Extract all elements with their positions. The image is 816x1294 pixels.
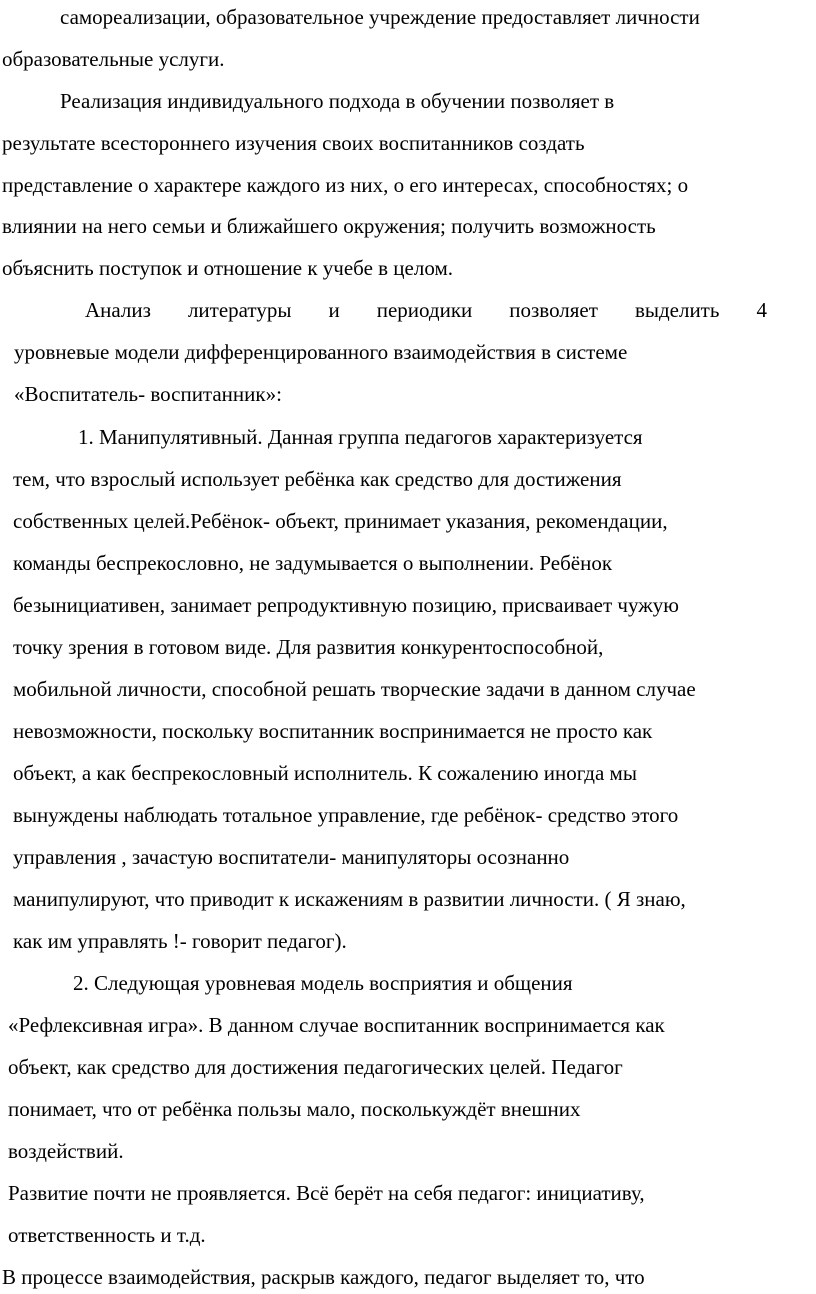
text-line: Развитие почти не проявляется. Всё берёт на себя педагог: инициативу, (8, 1181, 645, 1205)
justified-text-line (85, 300, 767, 321)
text-line: 1. Манипулятивный. Данная группа педагогов характеризуется (78, 425, 643, 449)
text-line: влиянии на него семьи и ближайшего окружения; получить возможность (2, 214, 656, 238)
text-line: манипулируют, что приводит к искажениям в развитии личности. ( Я знаю, (13, 887, 686, 911)
word: периодики (376, 298, 473, 322)
text-line: собственных целей.Ребёнок- объект, принимает указания, рекомендации, (13, 509, 668, 533)
word: и (328, 298, 340, 322)
text-line: управления , зачастую воспитатели- манипуляторы осознанно (13, 845, 570, 869)
text-line: «Воспитатель- воспитанник»: (14, 382, 282, 406)
word: позволяет (509, 298, 598, 322)
text-line: 2. Следующая уровневая модель восприятия и общения (73, 971, 573, 995)
text-line: понимает, что от ребёнка пользы мало, посколькуждёт внешних (8, 1097, 581, 1121)
text-line: Реализация индивидуального подхода в обучении позволяет в (60, 89, 615, 113)
word: литературы (187, 298, 292, 322)
word: 4 (756, 298, 767, 322)
text-line: результате всестороннего изучения своих воспитанников создать (2, 131, 585, 155)
text-line: воздействий. (8, 1139, 124, 1163)
text-line: ответственность и т.д. (8, 1223, 206, 1247)
text-line: безынициативен, занимает репродуктивную позицию, присваивает чужую (13, 593, 679, 617)
text-line: образовательные услуги. (2, 47, 225, 71)
text-line: мобильной личности, способной решать творческие задачи в данном случае (13, 677, 696, 701)
word: выделить (634, 298, 720, 322)
text-line: как им управлять !- говорит педагог). (13, 929, 347, 953)
text-line: тем, что взрослый использует ребёнка как средство для достижения (13, 467, 622, 491)
text-line: самореализации, образовательное учреждение предоставляет личности (60, 5, 700, 29)
text-line: вынуждены наблюдать тотальное управление, где ребёнок- средство этого (13, 803, 679, 827)
text-line: «Рефлексивная игра». В данном случае воспитанник воспринимается как (8, 1013, 665, 1037)
text-line: представление о характере каждого из них, о его интересах, способностях; о (2, 173, 689, 197)
text-line: объект, а как беспрекословный исполнитель. К сожалению иногда мы (13, 761, 637, 785)
text-line: точку зрения в готовом виде. Для развития конкурентоспособной, (13, 635, 604, 659)
text-line: уровневые модели дифференцированного взаимодействия в системе (14, 340, 628, 364)
text-line: В процессе взаимодействия, раскрыв каждого, педагог выделяет то, что (2, 1265, 645, 1289)
text-line: объяснить поступок и отношение к учебе в целом. (2, 256, 453, 280)
text-line: команды беспрекословно, не задумывается о выполнении. Ребёнок (13, 551, 613, 575)
text-line: объект, как средство для достижения педагогических целей. Педагог (8, 1055, 623, 1079)
text-line: невозможности, поскольку воспитанник воспринимается не просто как (13, 719, 653, 743)
word: Анализ (85, 298, 151, 322)
